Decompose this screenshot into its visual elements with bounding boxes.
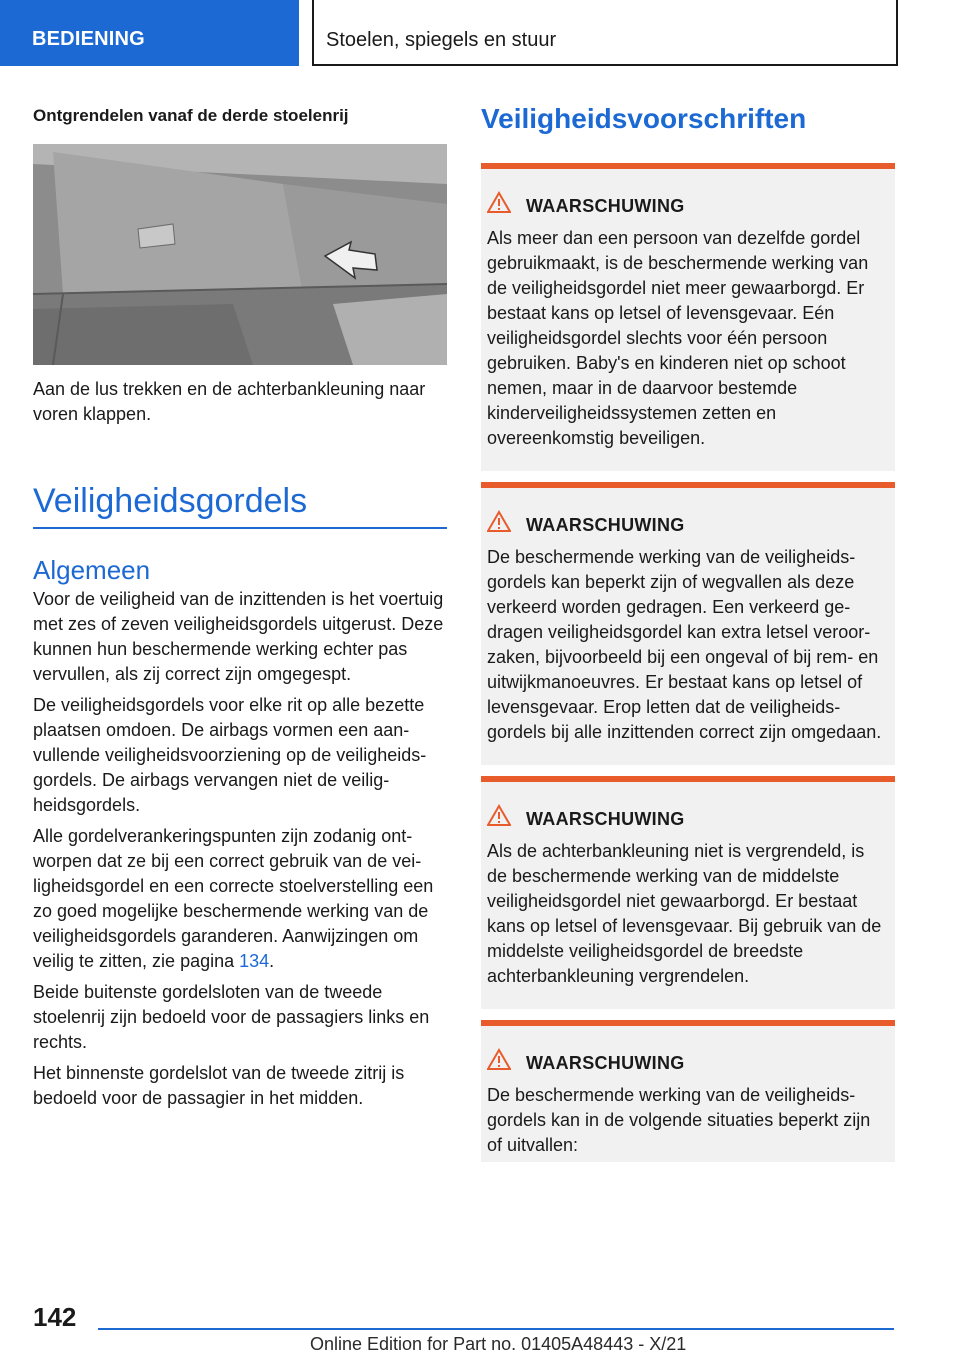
paragraph-text-end: . [269,951,275,971]
warning-header [481,782,895,831]
paragraph: De veiligheidsgordels voor elke rit op alle bezette plaatsen omdoen. De airbags vormen een aanvullende veiligheidsvoorziening op de veiligheidsgordels. De airbags vervangen niet de veiligheidsgordels. [33,695,427,815]
heading-general: Algemeen [33,555,151,585]
warning-text: Als de achterbankleuning niet is vergrendeld, is de beschermende werking van de middelste veiligheidsgordel niet gewaarborgd. Er bestaat kans op letsel of levensgevaar. Bij gebruik van de middelste veiligheidsgordel de breedste achterbankleuning vergrendelen. [487,841,882,986]
warning-header [481,169,895,218]
paragraph [33,824,447,974]
right-column [481,100,895,1162]
heading-safety-instructions: Veiligheidsvoorschriften [481,103,807,134]
section-tab [0,0,299,66]
warning-triangle-icon [487,1048,511,1070]
subheading-third-row-release: Ontgrendelen vanaf de derde stoelenrij [33,106,349,125]
warning-title: WAARSCHUWING [526,515,685,535]
edition-note: Online Edition for Part no. 01405A48443 - X/21 [310,1334,687,1354]
warning-text: De beschermende werking van de veiligheidsgordels kan beperkt zijn of wegvallen als deze verkeerd worden gedragen. Een verkeerd gedragen veiligheidsgordel kan extra letsel veroorzaken, bijvoorbeeld bij een ongeval of bij rem- en uitwijkmanoeuvres. Er bestaat kans op letsel of levensgevaar. Erop letten dat de veiligheidsgordels bij alle inzittenden correct zijn omgedaan. [487,547,882,742]
warning-title: WAARSCHUWING [526,809,685,829]
paragraph-text: Alle gordelverankeringspunten zijn zodanig ontworpen dat ze bij een correct gebruik van de veiligheidsgordel en een correcte stoelverstelling een zo goed mogelijke beschermende werking van de veiligheidsgordels garanderen. Aanwijzingen om veilig te zitten, zie pagina [33,826,434,971]
warning-title: WAARSCHUWING [526,1053,685,1073]
warning-title: WAARSCHUWING [526,196,685,216]
page-number: 142 [33,1302,77,1332]
paragraph: Beide buitenste gordelsloten van de tweede stoelenrij zijn bedoeld voor de passagiers links en rechts. [33,982,430,1052]
left-column [33,100,447,1111]
warning-triangle-icon [487,191,511,213]
figure-caption: Aan de lus trekken en de achterbankleuning naar voren klappen. [33,379,426,424]
paragraph: Het binnenste gordelslot van de tweede zitrij is bedoeld voor de passagier in het midden. [33,1063,405,1108]
warning-triangle-icon [487,510,511,532]
paragraph: Voor de veiligheid van de inzittenden is het voertuig met zes of zeven veiligheidsgordels uitgerust. Deze kunnen hun beschermende werking echter pas vervullen, als zij correct zijn omgegespt. [33,589,444,684]
warning-text: Als meer dan een persoon van dezelfde gordel gebruikmaakt, is de beschermende werking van de veiligheidsgordel niet meer gewaarborgd. Er bestaat kans op letsel of levensgevaar. Eén veiligheidsgordel slechts voor één persoon gebruiken. Baby's en kinderen niet op schoot nemen, maar in de daarvoor bestemde kinderveiligheidssystemen zetten en overeenkomstig beveiligen. [487,228,869,448]
section-title: BEDIENING [32,28,145,50]
warning-header [481,488,895,537]
seat-release-illustration [33,144,447,365]
chapter-tab [312,0,898,66]
warning-text: De beschermende werking van de veiligheidsgordels kan in de volgende situaties beperkt zijn of uitvallen: [487,1085,871,1155]
page-reference-link[interactable]: 134 [239,951,270,971]
heading-rule [33,527,447,529]
warning-triangle-icon [487,804,511,826]
chapter-title: Stoelen, spiegels en stuur [326,29,557,51]
warning-box [481,1020,895,1162]
warning-box [481,776,895,1009]
heading-seatbelts: Veiligheidsgordels [33,482,308,520]
warning-box [481,163,895,471]
footer-rule [98,1328,894,1330]
warning-header [481,1026,895,1075]
warning-box [481,482,895,765]
